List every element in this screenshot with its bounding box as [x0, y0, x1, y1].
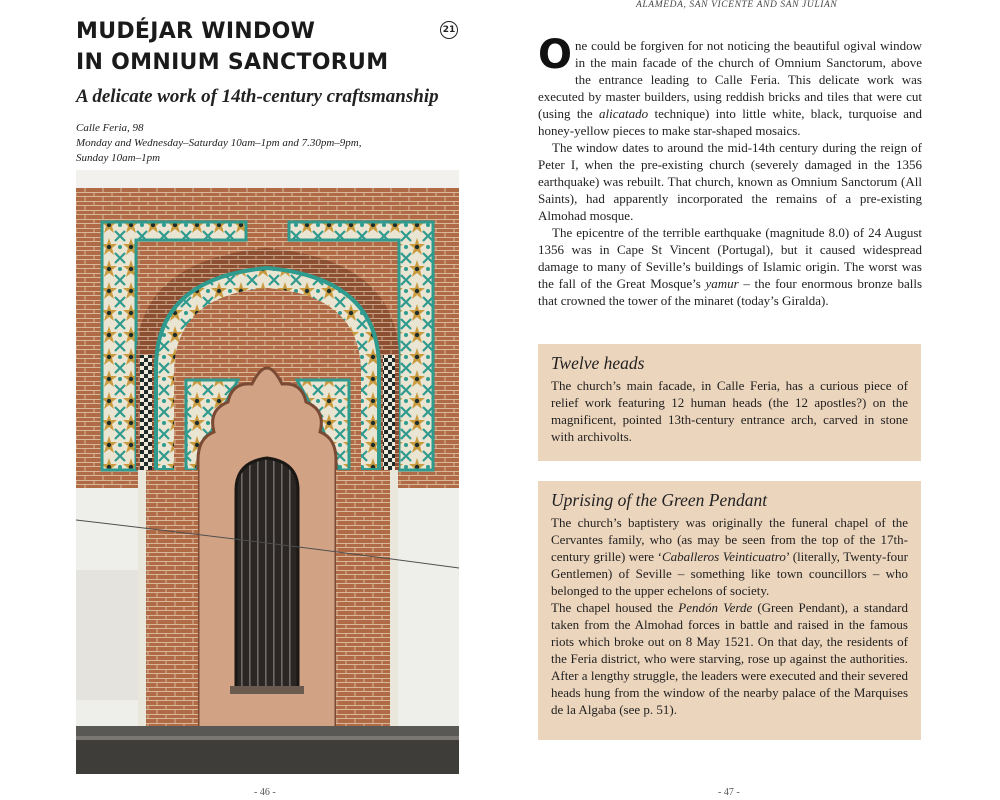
paragraph-3 [538, 224, 922, 309]
entry-number-badge: 21 [440, 21, 458, 39]
box-paragraph-1-emphasis: Caballeros Veinticuatro [661, 549, 786, 564]
sidebar-box-twelve-heads [538, 344, 921, 461]
box-paragraph-1-text-b: ’ (literally, Twenty-four Gentlemen) of Seville – something like town councillors – who belonged to the upper echelons of society. [551, 549, 908, 598]
title-line-2: IN OMNIUM SANCTORUM [76, 50, 389, 75]
mudejar-window-photo [76, 170, 459, 774]
main-article [538, 32, 923, 309]
paragraph-1-text-a: ne could be forgiven for not noticing the beautiful ogival window in the main facade of the church of Omnium Sanctorum, above the entrance leading to Calle Feria. This delicate work was executed by master builders, using reddish bricks and tiles that were cut (using the [538, 38, 922, 121]
box-heading-green-pendant: Uprising of the Green Pendant [551, 490, 768, 510]
paragraph-3-text-b: – the four enormous bronze balls that crowned the tower of the minaret (today’s Giralda). [538, 276, 923, 308]
box-paragraph-2-text-b: (Green Pendant), a standard taken from the Almohad forces in battle and raised in the famous riots which broke out on 8 May 1521. On that day, the residents of the Feria district, who were starving, rose up against the authorities. After a lengthy struggle, the leaders were executed and their severed heads hung from the window of the nearby palace of the Marquises de la Algaba (see p. 51). [551, 600, 909, 717]
sidebar-box-green-pendant [538, 481, 921, 740]
paragraph-3-text-a: The epicentre of the terrible earthquake (magnitude 8.0) of 24 August 1356 was in Cape St Vincent (Portugal), but it caused widespread damage to many of Seville’s buildings of Islamic origin. The worst was the fall of the Great Mosque’s [538, 225, 922, 291]
paragraph-1-text-b: technique) into little white, black, turquoise and honey-yellow pieces to make star-shaped mosaics. [538, 106, 922, 138]
paragraph-3-emphasis: yamur [705, 276, 739, 291]
box-paragraph-2-text-a: The chapel housed the [551, 600, 679, 615]
opening-hours-line-2: Sunday 10am–1pm [76, 152, 161, 164]
running-head: ALAMEDA, SAN VICENTE AND SAN JULIÁN [636, 0, 838, 10]
opening-hours-line-1: Monday and Wednesday–Saturday 10am–1pm and 7.30pm–9pm, [76, 137, 362, 149]
paragraph-1-emphasis: alicatado [599, 106, 649, 121]
paragraph-2: The window dates to around the mid-14th century during the reign of Peter I, when the pre-existing church (severely damaged in the 1356 earthquake) was rebuilt. That church, known as Omnium Sanctorum (All Saints), had apparently incorporated the remains of a pre-existing Almohad mosque. [538, 140, 922, 223]
box-paragraph-2-emphasis: Pendón Verde [678, 600, 753, 615]
box-paragraph-1-text-a: The church’s baptistery was originally the funeral chapel of the Cervantes family, who (as may be seen from the top of the 17th-century grille) were ‘ [551, 515, 908, 564]
box-paragraph-1 [551, 514, 908, 599]
paragraph-1 [538, 32, 922, 139]
visitor-info [76, 121, 446, 166]
box-heading-twelve-heads: Twelve heads [551, 353, 645, 373]
box-paragraph-2 [551, 599, 908, 718]
box-text-twelve-heads: The church’s main facade, in Calle Feria, has a curious piece of relief work featuring 12 human heads (the 12 apostles?) on the magnificent, pointed 13th-century entrance arch, carved in stone with archivolts. [551, 378, 908, 444]
page-number-right: - 47 - [718, 787, 740, 798]
drop-cap: O [538, 32, 573, 78]
subtitle: A delicate work of 14th-century craftsmanship [76, 86, 439, 107]
title-line-1: MUDÉJAR WINDOW [76, 19, 316, 44]
page-title [76, 16, 446, 78]
page-number-left: - 46 - [254, 787, 276, 798]
address: Calle Feria, 98 [76, 122, 144, 134]
